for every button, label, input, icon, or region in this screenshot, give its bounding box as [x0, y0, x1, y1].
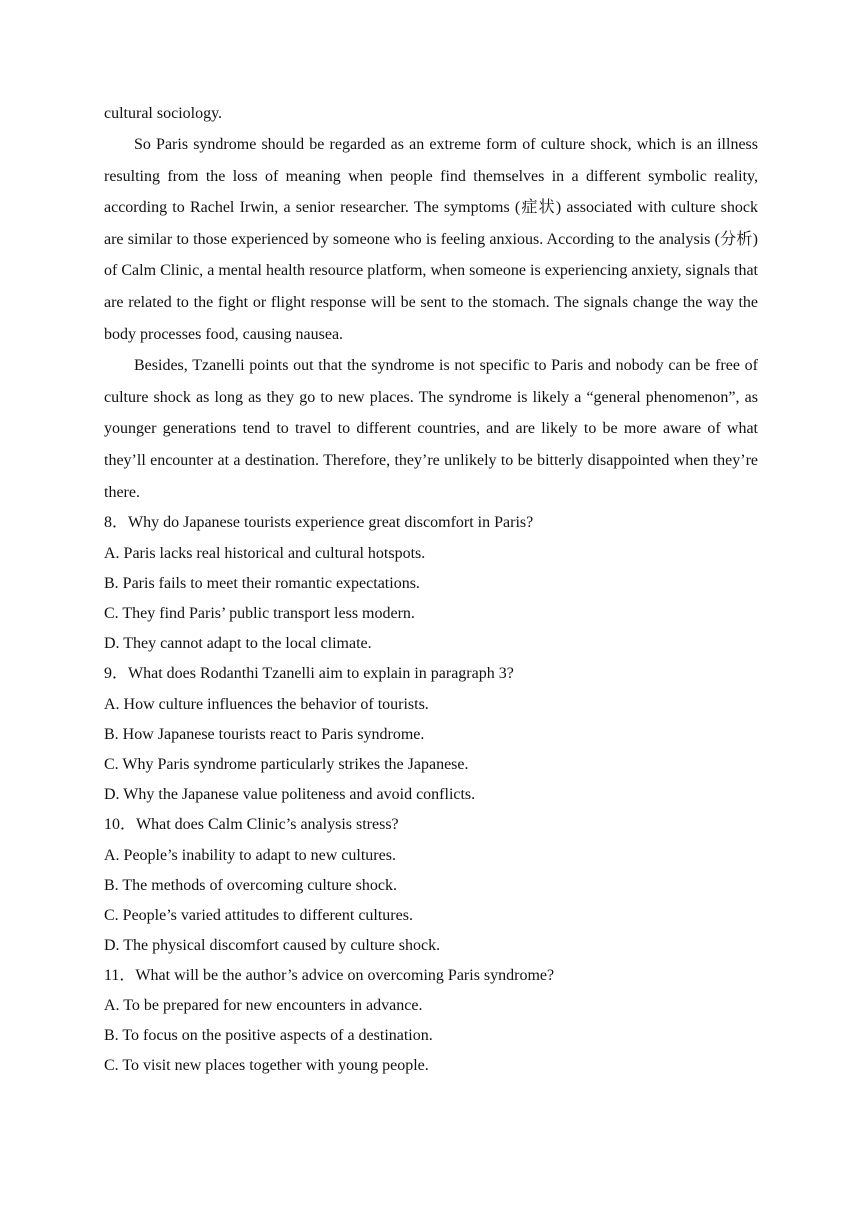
- option-b: B. To focus on the positive aspects of a destination.: [104, 1027, 433, 1045]
- question-number: 8．: [104, 514, 129, 532]
- passage-paragraph-general-phenomenon: Besides, Tzanelli points out that the syndrome is not specific to Paris and nobody can be free of culture shock as long as they go to new places. The syndrome is likely a “general phenomenon”, as younger generations tend to travel to different countries, and are likely to be more aware of what they’ll encounter at a destination. Therefore, they’re unlikely to be bitterly disappointed when they’re there.: [104, 357, 758, 501]
- option-d: D. They cannot adapt to the local climate.: [104, 634, 372, 652]
- question-stem: [104, 961, 758, 992]
- question-number: 11．: [104, 966, 136, 984]
- question-stem: [104, 508, 758, 539]
- option-a: A. To be prepared for new encounters in advance.: [104, 997, 423, 1015]
- option-c: C. People’s varied attitudes to different cultures.: [104, 906, 413, 924]
- option-b: B. The methods of overcoming culture shock.: [104, 876, 397, 894]
- option-b: B. How Japanese tourists react to Paris syndrome.: [104, 725, 425, 743]
- option-d: D. The physical discomfort caused by culture shock.: [104, 936, 441, 954]
- option-d: D. Why the Japanese value politeness and avoid conflicts.: [104, 785, 476, 803]
- question-text: Why do Japanese tourists experience great discomfort in Paris?: [128, 514, 534, 532]
- question-number: 10．: [104, 815, 137, 833]
- option-a: A. How culture influences the behavior of tourists.: [104, 695, 429, 713]
- option-a: A. People’s inability to adapt to new cultures.: [104, 846, 396, 864]
- option-c: C. They find Paris’ public transport less modern.: [104, 604, 415, 622]
- question-text: What does Rodanthi Tzanelli aim to explain in paragraph 3?: [128, 664, 514, 682]
- option-c: C. Why Paris syndrome particularly strikes the Japanese.: [104, 755, 469, 773]
- question-10: [104, 810, 758, 961]
- passage-paragraph-culture-shock: So Paris syndrome should be regarded as an extreme form of culture shock, which is an illness resulting from the loss of meaning when people find themselves in a different symbolic reality, according to Rachel Irwin, a senior researcher. The symptoms (症状) associated with culture shock are similar to those experienced by someone who is feeling anxious. According to the analysis (分析) of Calm Clinic, a mental health resource platform, when someone is experiencing anxiety, signals that are related to the fight or flight response will be sent to the stomach. The signals change the way the body processes food, causing nausea.: [104, 136, 758, 343]
- passage-continuation: cultural sociology.: [104, 105, 223, 122]
- question-9: [104, 659, 758, 810]
- question-11: [104, 961, 758, 1082]
- question-text: What will be the author’s advice on overcoming Paris syndrome?: [135, 966, 555, 984]
- question-text: What does Calm Clinic’s analysis stress?: [136, 815, 399, 833]
- question-number: 9．: [104, 664, 129, 682]
- option-c: C. To visit new places together with young people.: [104, 1057, 429, 1075]
- option-b: B. Paris fails to meet their romantic expectations.: [104, 574, 420, 592]
- option-a: A. Paris lacks real historical and cultural hotspots.: [104, 544, 426, 562]
- question-8: [104, 508, 758, 659]
- question-stem: [104, 810, 758, 841]
- document-page: [104, 99, 758, 1081]
- question-stem: [104, 659, 758, 690]
